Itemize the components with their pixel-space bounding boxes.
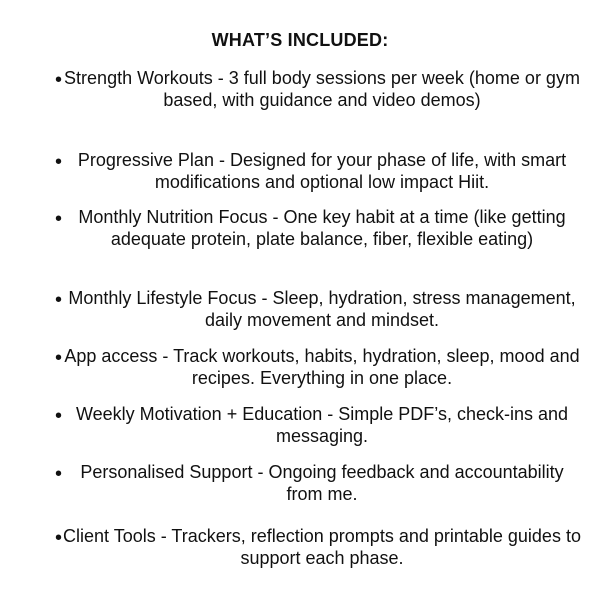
list-item-text: Client Tools - Trackers, reflection prompts and printable guides to support each phase. <box>63 526 581 568</box>
list-item-text: Progressive Plan - Designed for your phase of life, with smart modifications and optional low impact Hiit. <box>77 150 567 192</box>
bullet: • <box>55 463 63 485</box>
list-item-text: App access - Track workouts, habits, hydration, sleep, mood and recipes. Everything in one place. <box>64 346 580 388</box>
list-item-text: Monthly Lifestyle Focus - Sleep, hydration, stress management, daily movement and mindset. <box>68 288 576 330</box>
bullet: • <box>55 527 63 549</box>
list-item-text: Strength Workouts - 3 full body sessions per week (home or gym based, with guidance and video demos) <box>64 68 580 110</box>
bullet: • <box>55 69 63 91</box>
bullet: • <box>55 405 63 427</box>
bullet: • <box>55 347 63 369</box>
list-item-text: Weekly Motivation + Education - Simple PDF’s, check-ins and messaging. <box>75 404 569 446</box>
page-title: WHAT’S INCLUDED: <box>211 30 389 50</box>
bullet: • <box>55 208 63 230</box>
bullet: • <box>55 151 63 173</box>
list-item-text: Personalised Support - Ongoing feedback and accountability from me. <box>80 462 564 504</box>
bullet: • <box>55 289 63 311</box>
list-item-text: Monthly Nutrition Focus - One key habit at a time (like getting adequate protein, plate balance, fiber, flexible eating) <box>78 207 566 249</box>
